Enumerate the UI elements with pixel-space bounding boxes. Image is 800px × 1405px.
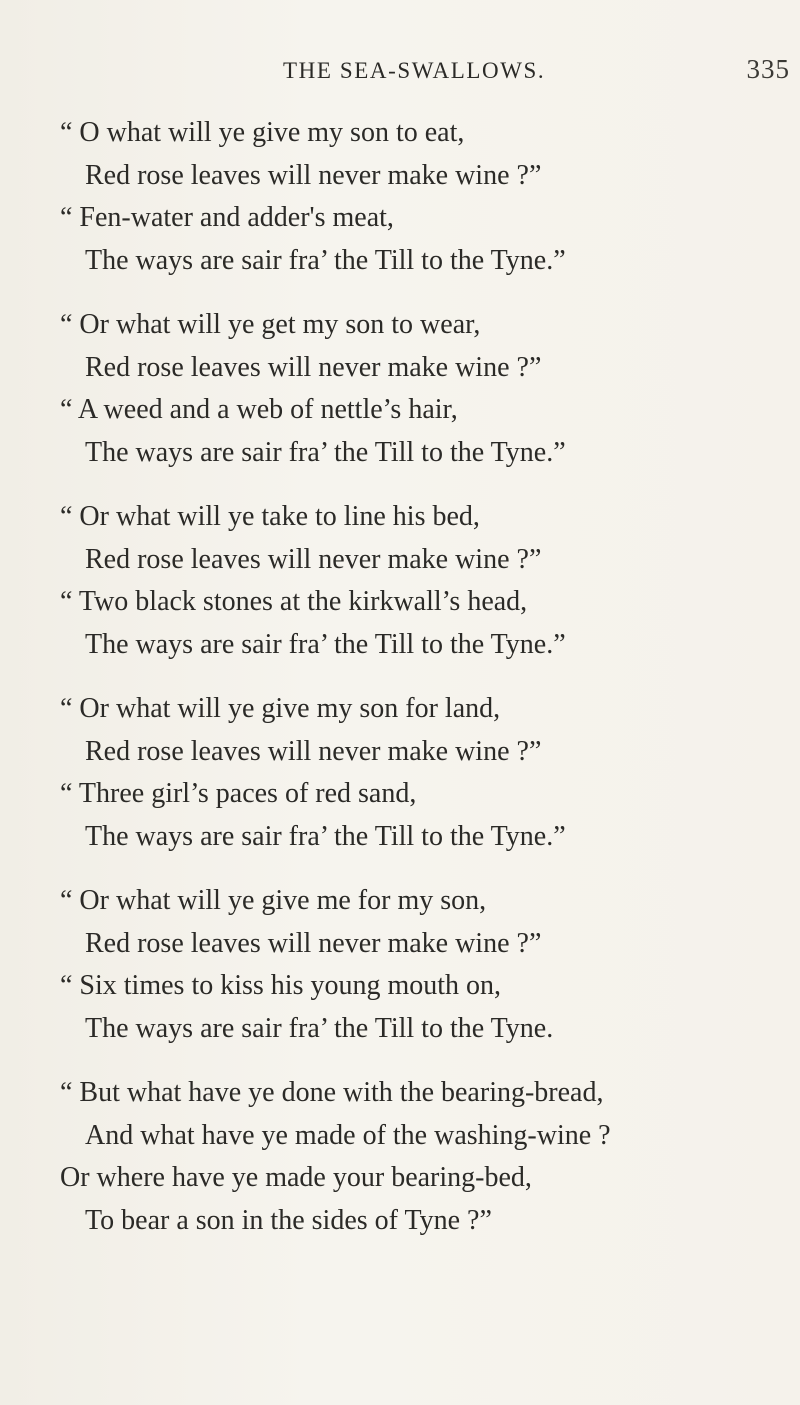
poem-line: “ Six times to kiss his young mouth on, xyxy=(60,970,502,1001)
poem-body xyxy=(60,112,796,1264)
page-number: 335 xyxy=(746,54,790,84)
poem-line: Red rose leaves will never make wine ?” xyxy=(85,543,542,575)
poem-line: The ways are sair fra’ the Till to the Tyne.” xyxy=(85,628,566,660)
stanza xyxy=(60,496,796,666)
poem-line: Red rose leaves will never make wine ?” xyxy=(85,159,542,191)
stanza xyxy=(60,880,796,1050)
poem-line: The ways are sair fra’ the Till to the Tyne. xyxy=(85,1012,554,1044)
poem-line: And what have ye made of the washing-wine ? xyxy=(85,1119,611,1151)
poem-line: “ Or what will ye get my son to wear, xyxy=(60,309,481,340)
stanza xyxy=(60,688,796,858)
poem-line: Red rose leaves will never make wine ?” xyxy=(85,351,542,383)
poem-line: To bear a son in the sides of Tyne ?” xyxy=(85,1204,492,1236)
poem-line: The ways are sair fra’ the Till to the Tyne.” xyxy=(85,244,566,276)
poem-line: Or where have ye made your bearing-bed, xyxy=(60,1162,532,1193)
poem-line: The ways are sair fra’ the Till to the Tyne.” xyxy=(85,820,566,852)
poem-line: The ways are sair fra’ the Till to the Tyne.” xyxy=(85,436,566,468)
running-head xyxy=(0,54,800,94)
poem-line: Red rose leaves will never make wine ?” xyxy=(85,735,542,767)
poem-line: Red rose leaves will never make wine ?” xyxy=(85,927,542,959)
poem-line: “ A weed and a web of nettle’s hair, xyxy=(60,394,458,425)
stanza xyxy=(60,1072,796,1242)
stanza xyxy=(60,112,796,282)
poem-line: “ O what will ye give my son to eat, xyxy=(60,117,465,148)
poem-line: “ Or what will ye give my son for land, xyxy=(60,693,501,724)
running-title: THE SEA-SWALLOWS. xyxy=(283,58,546,83)
poem-line: “ Or what will ye take to line his bed, xyxy=(60,501,480,532)
poem-line: “ Or what will ye give me for my son, xyxy=(60,885,487,916)
poem-line: “ Three girl’s paces of red sand, xyxy=(60,778,417,809)
stanza xyxy=(60,304,796,474)
poem-line: “ Fen-water and adder's meat, xyxy=(60,202,394,233)
poem-line: “ But what have ye done with the bearing-bread, xyxy=(60,1077,604,1108)
poem-line: “ Two black stones at the kirkwall’s head, xyxy=(60,586,528,617)
